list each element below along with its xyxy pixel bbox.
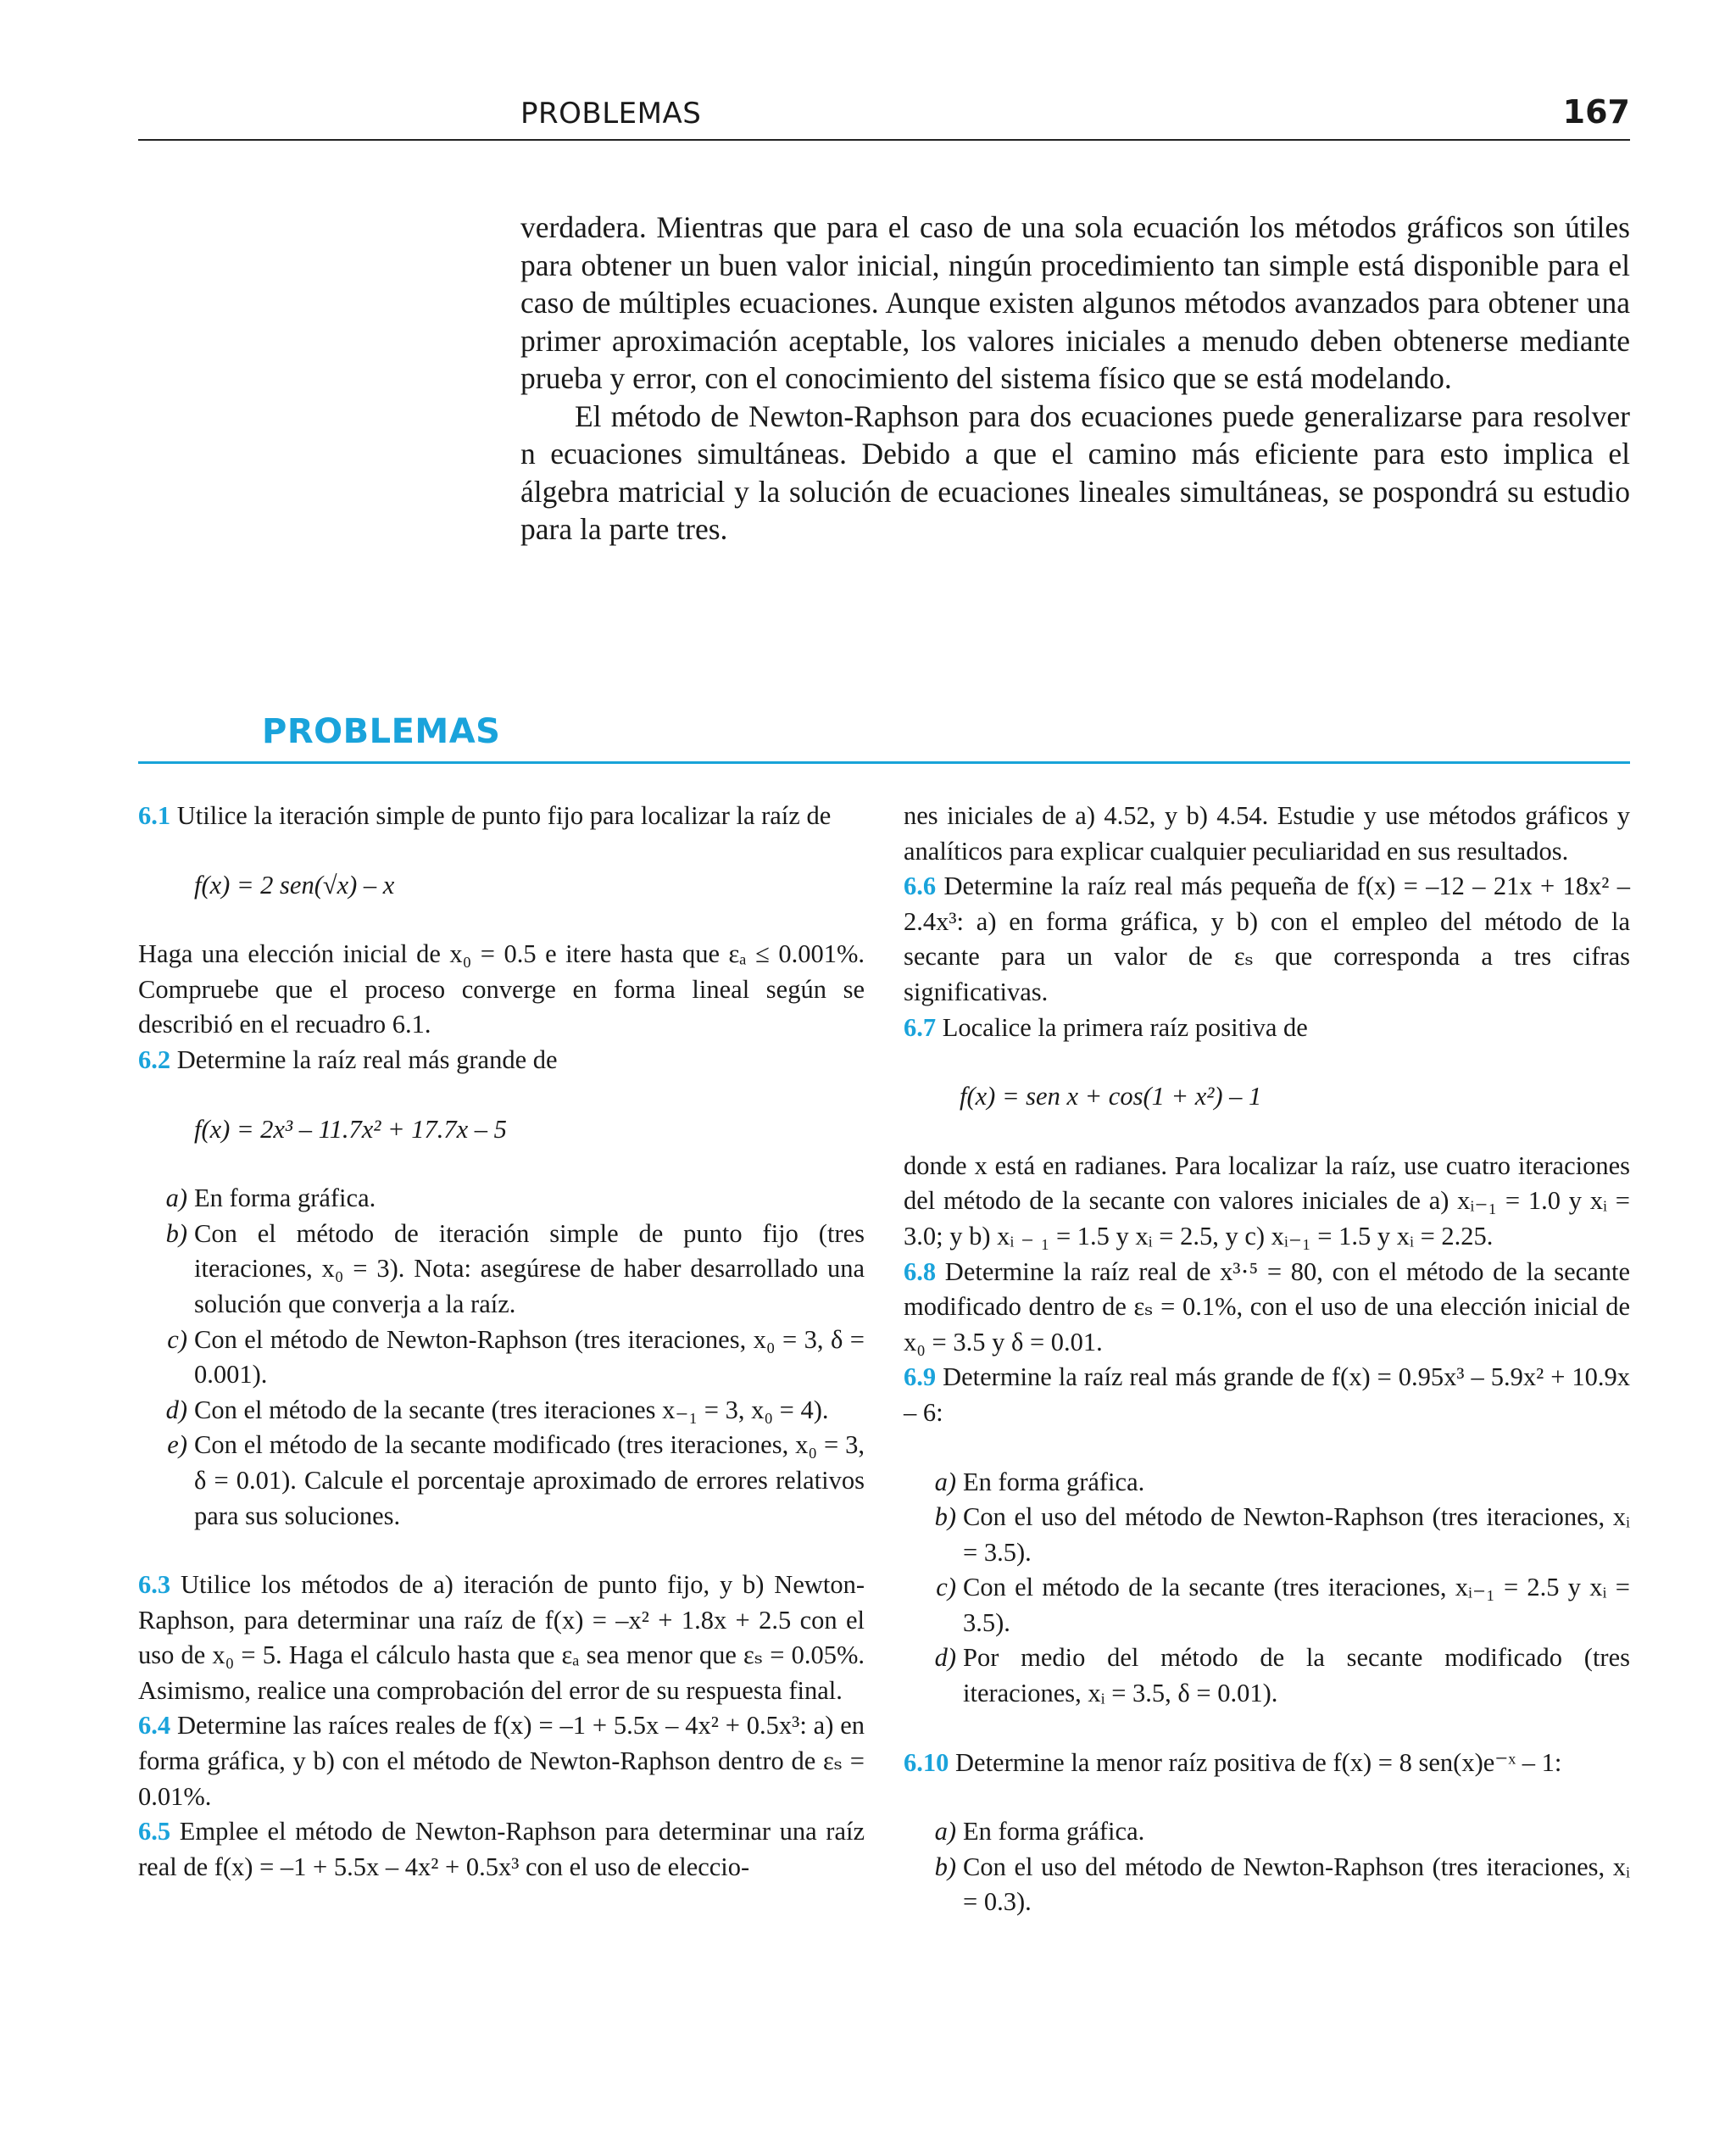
problem-6-10 bbox=[904, 1746, 1630, 1781]
problem-text: Determine la raíz real más pequeña de f(x) = –12 – 21x + 18x² – 2.4x³: a) en forma gráfica, y b) con el empleo del método de la secante para un valor de εₛ que corresponda a tres cifras significativas. bbox=[904, 872, 1631, 1006]
problem-6-5 bbox=[138, 1814, 865, 1885]
problem-6-1-text: Haga una elección inicial de x₀ = 0.5 e itere hasta que εₐ ≤ 0.001%. Compruebe que el proceso converge en forma lineal según se describió en el recuadro 6.1. bbox=[138, 939, 865, 1039]
item-text: Con el método de la secante (tres iteraciones x₋₁ = 3, x₀ = 4). bbox=[194, 1395, 829, 1424]
list-item bbox=[904, 1640, 1630, 1711]
item-text: Con el uso del método de Newton-Raphson (tres iteraciones, xᵢ = 0.3). bbox=[963, 1852, 1630, 1917]
problem-text: Emplee el método de Newton-Raphson para determinar una raíz real de f(x) = –1 + 5.5x – 4x² + 0.5x³ con el uso de eleccio- bbox=[138, 1817, 865, 1881]
problem-number: 6.9 bbox=[904, 1362, 937, 1392]
intro-text bbox=[520, 209, 1630, 549]
item-label: a) bbox=[165, 1184, 187, 1213]
list-item bbox=[138, 1428, 865, 1534]
problem-intro: Localice la primera raíz positiva de bbox=[942, 1012, 1308, 1042]
problem-text: Determine la raíz real de x³·⁵ = 80, con el método de la secante modificado dentro de εₛ = 0.1%, con el uso de una elección inicial de x₀ = 3.5 y δ = 0.01. bbox=[904, 1256, 1630, 1356]
item-label: a) bbox=[934, 1817, 956, 1846]
running-header bbox=[138, 92, 1630, 141]
problem-number: 6.1 bbox=[138, 801, 171, 830]
problem-6-2 bbox=[138, 1043, 865, 1078]
item-text: Con el método de la secante (tres iteraciones, xᵢ₋₁ = 2.5 y xᵢ = 3.5). bbox=[963, 1573, 1630, 1637]
equation-6-7: f(x) = sen x + cos(1 + x²) – 1 bbox=[960, 1082, 1262, 1111]
item-text: Con el método de Newton-Raphson (tres iteraciones, x₀ = 3, δ = 0.001). bbox=[194, 1324, 865, 1390]
problem-text: Determine las raíces reales de f(x) = –1 + 5.5x – 4x² + 0.5x³: a) en forma gráfica, y b) con el método de Newton-Raphson dentro de εₛ = 0.01%. bbox=[138, 1711, 865, 1811]
equation-6-2: f(x) = 2x³ – 11.7x² + 17.7x – 5 bbox=[194, 1114, 507, 1144]
problem-6-9 bbox=[904, 1360, 1630, 1430]
problem-6-3 bbox=[138, 1568, 865, 1708]
problem-6-8 bbox=[904, 1255, 1630, 1361]
problem-number: 6.3 bbox=[138, 1570, 171, 1600]
problem-6-4 bbox=[138, 1708, 865, 1814]
intro-paragraph-1: verdadera. Mientras que para el caso de una sola ecuación los métodos gráficos son útiles para obtener un buen valor inicial, ningún procedimiento tan simple está disponible para el caso de múltiples ecuaciones. Aunque existen algunos métodos avanzados para obtener una primer aproximación aceptable, los valores iniciales a menudo deben obtenerse mediante prueba y error, con el conocimiento del sistema físico que se está modelando. bbox=[520, 210, 1630, 395]
list-item bbox=[904, 1570, 1630, 1640]
list-item bbox=[138, 1393, 865, 1429]
list-item bbox=[138, 1217, 865, 1323]
page-number: 167 bbox=[1562, 93, 1630, 131]
item-text: Con el uso del método de Newton-Raphson (tres iteraciones, xᵢ = 3.5). bbox=[963, 1502, 1630, 1567]
item-text: Con el método de la secante modificado (tres iteraciones, x₀ = 3, δ = 0.01). Calcule el porcentaje aproximado de errores relativos para sus soluciones. bbox=[194, 1430, 865, 1530]
problem-text: Determine la menor raíz positiva de f(x) = 8 sen(x)e⁻ˣ – 1: bbox=[955, 1747, 1562, 1777]
item-label: d) bbox=[934, 1643, 956, 1673]
problem-text: Utilice los métodos de a) iteración de punto fijo, y b) Newton-Raphson, para determinar una raíz de f(x) = –x² + 1.8x + 2.5 con el uso de x₀ = 5. Haga el cálculo hasta que εₐ sea menor que εₛ = 0.05%. Asimismo, realice una comprobación del error de su respuesta final. bbox=[138, 1570, 865, 1705]
list-item bbox=[904, 1465, 1630, 1501]
item-text: Por medio del método de la secante modificado (tres iteraciones, xᵢ = 3.5, δ = 0.01). bbox=[963, 1643, 1630, 1708]
intro-paragraph-2: El método de Newton-Raphson para dos ecuaciones puede generalizarse para resolver n ecuaciones simultáneas. Debido a que el camino más eficiente para esto implica el álgebra matricial y la solución de ecuaciones lineales simultáneas, se pospondrá su estudio para la parte tres. bbox=[520, 398, 1630, 546]
item-label: e) bbox=[167, 1430, 187, 1460]
item-label: a) bbox=[934, 1467, 956, 1496]
problem-6-7 bbox=[904, 1011, 1630, 1046]
problem-text: Determine la raíz real más grande de f(x) = 0.95x³ – 5.9x² + 10.9x – 6: bbox=[904, 1362, 1630, 1427]
problem-6-5-continued: nes iniciales de a) 4.52, y b) 4.54. Estudie y use métodos gráficos y analíticos para explicar cualquier peculiaridad en sus resultados. bbox=[904, 801, 1630, 866]
list-item bbox=[904, 1814, 1630, 1850]
problem-6-7-text: donde x está en radianes. Para localizar la raíz, use cuatro iteraciones del método de la secante con valores iniciales de a) xᵢ₋₁ = 1.0 y xᵢ = 3.0; y b) xᵢ ₋ ₁ = 1.5 y xᵢ = 2.5, y c) xᵢ₋₁ = 1.5 y xᵢ = 2.25. bbox=[904, 1150, 1630, 1250]
item-label: c) bbox=[936, 1573, 956, 1602]
section-header bbox=[138, 712, 1630, 764]
problem-number: 6.10 bbox=[904, 1747, 949, 1777]
problem-number: 6.5 bbox=[138, 1817, 171, 1846]
problem-number: 6.6 bbox=[904, 872, 937, 901]
item-label: b) bbox=[165, 1218, 187, 1248]
problem-6-1 bbox=[138, 799, 865, 834]
item-label: b) bbox=[934, 1852, 956, 1881]
problem-number: 6.2 bbox=[138, 1044, 171, 1074]
problem-number: 6.4 bbox=[138, 1711, 171, 1741]
problem-intro: Utilice la iteración simple de punto fijo para localizar la raíz de bbox=[176, 801, 832, 830]
item-label: d) bbox=[165, 1395, 187, 1424]
problem-intro: Determine la raíz real más grande de bbox=[176, 1044, 558, 1074]
section-title: PROBLEMAS bbox=[262, 712, 501, 751]
running-title: PROBLEMAS bbox=[520, 97, 702, 131]
item-text: Con el método de iteración simple de punto fijo (tres iteraciones, x₀ = 3). Nota: asegúrese de haber desarrollado una solución que converja a la raíz. bbox=[194, 1218, 865, 1318]
item-label: b) bbox=[934, 1502, 956, 1532]
list-item bbox=[138, 1323, 865, 1393]
item-text: En forma gráfica. bbox=[963, 1467, 1145, 1496]
list-item bbox=[904, 1850, 1630, 1920]
list-item bbox=[904, 1500, 1630, 1570]
problems-left-column bbox=[138, 799, 865, 1885]
problem-number: 6.7 bbox=[904, 1012, 937, 1042]
item-label: c) bbox=[167, 1324, 187, 1354]
item-text: En forma gráfica. bbox=[194, 1184, 376, 1213]
item-text: En forma gráfica. bbox=[963, 1817, 1145, 1846]
problems-right-column bbox=[904, 799, 1630, 1920]
list-item bbox=[138, 1181, 865, 1217]
problem-6-6 bbox=[904, 869, 1630, 1010]
problem-number: 6.8 bbox=[904, 1256, 937, 1286]
equation-6-1: f(x) = 2 sen(√x) – x bbox=[194, 870, 395, 900]
